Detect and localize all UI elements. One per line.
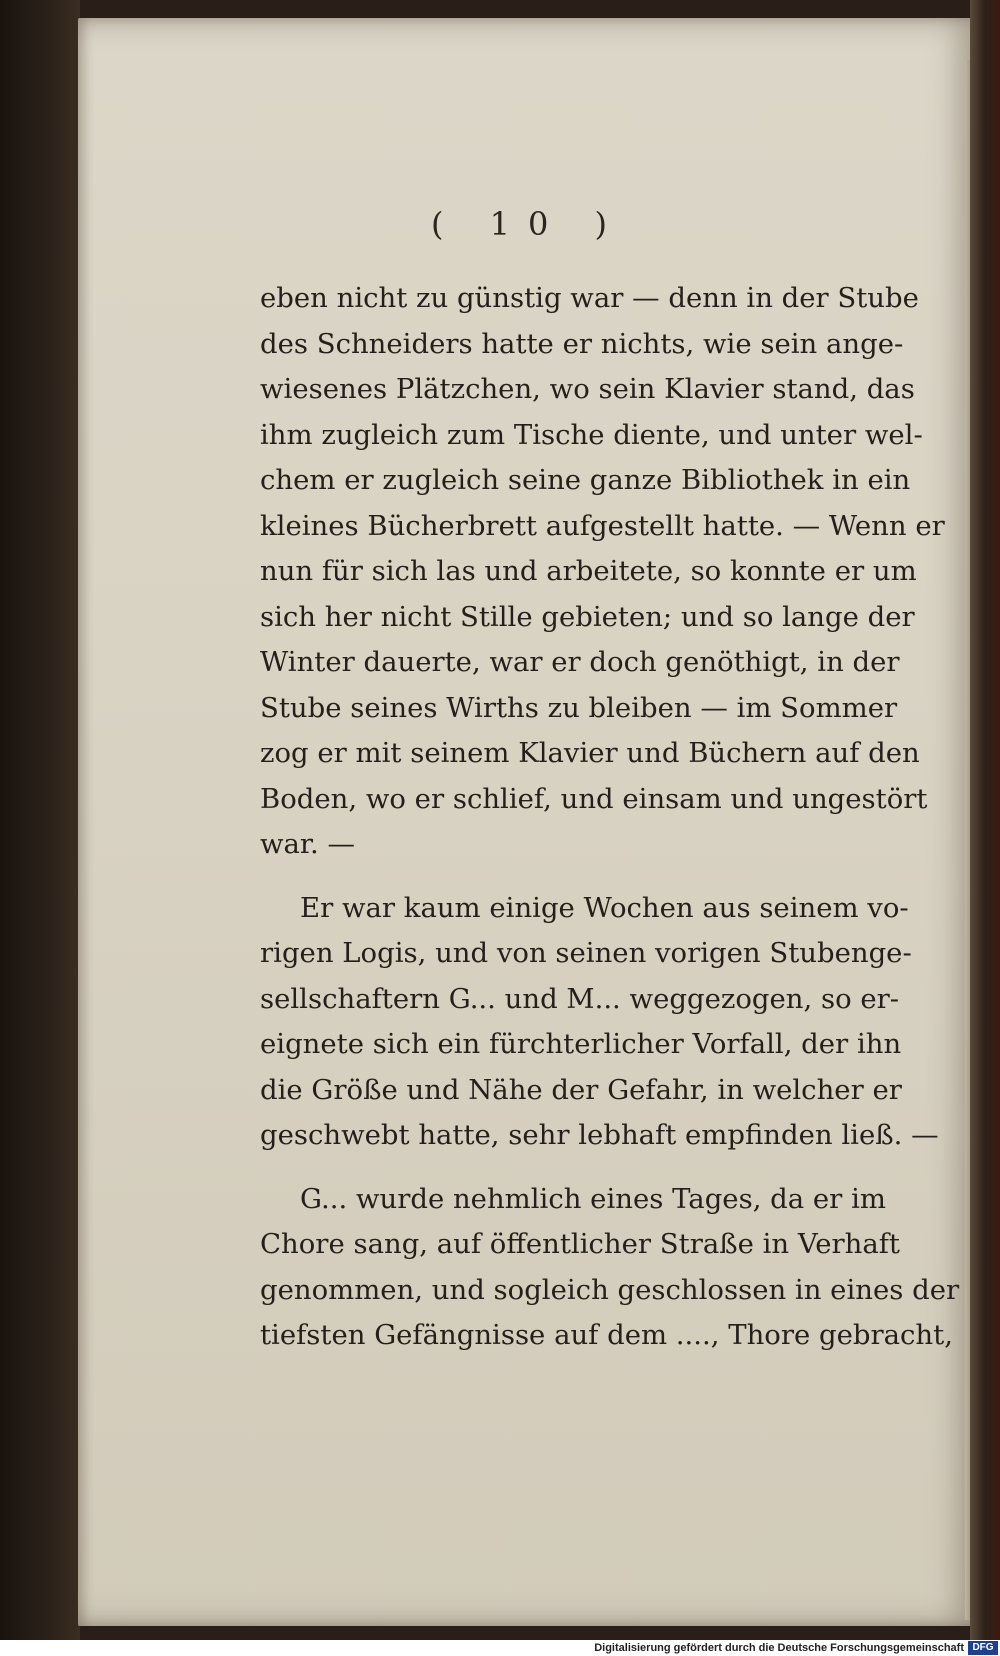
text-line: die Größe und Nähe der Gefahr, in welcher er xyxy=(260,1073,902,1106)
text-line: sich her nicht Stille gebieten; und so lange der xyxy=(260,600,915,633)
digitization-footer xyxy=(0,1640,1000,1656)
paragraph-3 xyxy=(260,1177,886,1223)
text-line: war. — xyxy=(260,828,356,860)
paragraph-3-cont xyxy=(260,1222,960,1359)
body-text xyxy=(260,276,960,1359)
text-line: des Schneiders hatte er nichts, wie sein ange- xyxy=(260,327,904,360)
text-line: geschwebt hatte, sehr lebhaft empfinden ließ. — xyxy=(260,1119,939,1151)
text-line: kleines Bücherbrett aufgestellt hatte. — Wenn er xyxy=(260,509,945,542)
text-line: tiefsten Gefängnisse auf dem ...., Thore gebracht, xyxy=(260,1319,953,1351)
text-line: Chore sang, auf öffentlicher Straße in Verhaft xyxy=(260,1228,900,1260)
text-line: sellschaftern G... und M... weggezogen, so er- xyxy=(260,982,900,1015)
book-cover-right-edge xyxy=(970,0,1000,1640)
text-line: Winter dauerte, war er doch genöthigt, in der xyxy=(260,646,900,678)
text-line: Er war kaum einige Wochen aus seinem vo- xyxy=(300,891,909,924)
page-number-header: ( 10 ) xyxy=(430,205,626,243)
text-line: Boden, wo er schlief, und einsam und ungestört xyxy=(260,782,928,815)
book-cover-left-edge xyxy=(0,0,80,1640)
text-line: eignete sich ein fürchterlicher Vorfall, der ihn xyxy=(260,1028,902,1060)
text-line: G... wurde nehmlich eines Tages, da er im xyxy=(300,1182,886,1215)
text-line: Stube seines Wirths zu bleiben — im Sommer xyxy=(260,691,898,724)
paragraph-2 xyxy=(260,886,909,932)
text-line: nun für sich las und arbeitete, so konnte er um xyxy=(260,555,917,587)
text-line: ihm zugleich zum Tische diente, und unter wel- xyxy=(260,418,923,451)
text-line: zog er mit seinem Klavier und Büchern auf den xyxy=(260,737,920,769)
text-line: rigen Logis, und von seinen vorigen Stubenge- xyxy=(260,937,912,969)
funding-credit: Digitalisierung gefördert durch die Deutsche Forschungsgemeinschaft xyxy=(594,1642,964,1654)
text-line: eben nicht zu günstig war — denn in der Stube xyxy=(260,282,919,314)
text-line: chem er zugleich seine ganze Bibliothek in ein xyxy=(260,464,911,496)
text-line: wiesenes Plätzchen, wo sein Klavier stand, das xyxy=(260,373,915,405)
dfg-logo: DFG xyxy=(968,1641,998,1655)
text-line: genommen, und sogleich geschlossen in eines der xyxy=(260,1273,960,1306)
paragraph-1 xyxy=(260,276,945,868)
paragraph-2-cont xyxy=(260,931,939,1159)
